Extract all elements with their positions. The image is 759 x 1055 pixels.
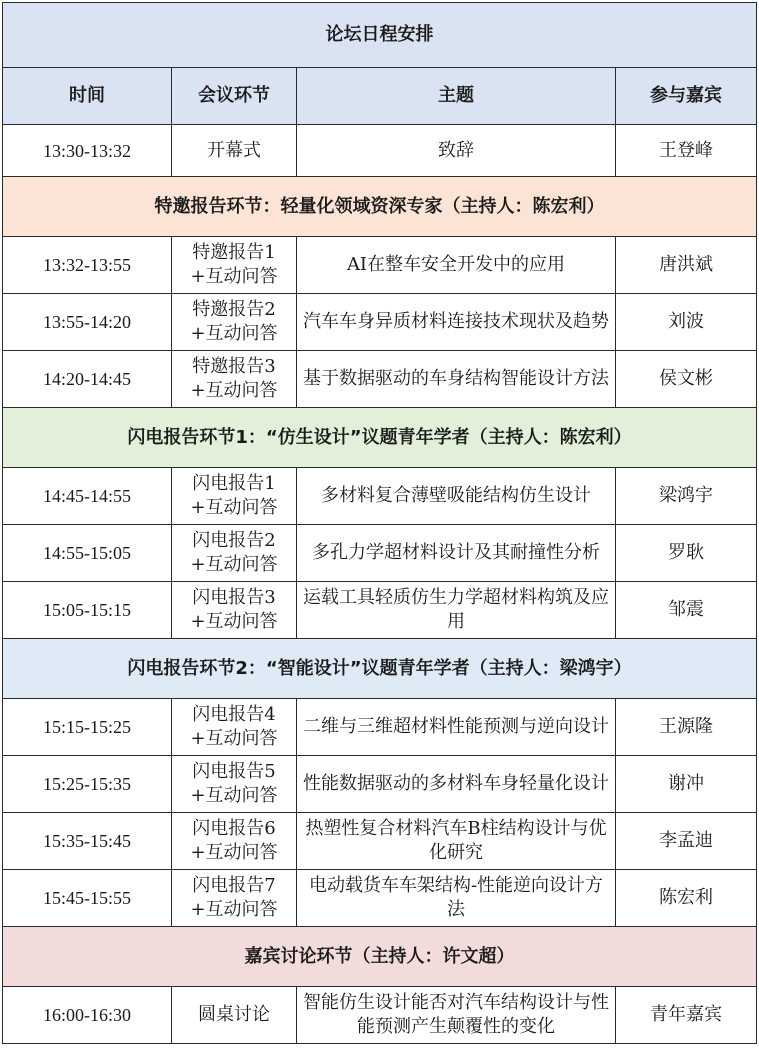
topic-cell: 基于数据驱动的车身结构智能设计方法 bbox=[297, 351, 616, 408]
session-label: 特邀报告3 bbox=[192, 356, 276, 377]
section-heading-row bbox=[3, 927, 757, 987]
section-heading: 特邀报告环节：轻量化领域资深专家（主持人：陈宏利） bbox=[3, 177, 757, 237]
session-qa-label: +互动问答 bbox=[190, 554, 278, 575]
section-heading: 闪电报告环节1：“仿生设计”议题青年学者（主持人：陈宏利） bbox=[3, 408, 757, 468]
time-cell: 15:35-15:45 bbox=[3, 813, 172, 870]
time-cell: 15:45-15:55 bbox=[3, 870, 172, 927]
time-cell: 14:55-15:05 bbox=[3, 525, 172, 582]
column-header-topic: 主题 bbox=[297, 68, 616, 125]
topic-cell: 电动载货车车架结构-性能逆向设计方法 bbox=[297, 870, 616, 927]
session-cell bbox=[172, 870, 297, 927]
section-heading-row bbox=[3, 177, 757, 237]
table-row bbox=[3, 351, 757, 408]
topic-cell: AI在整车安全开发中的应用 bbox=[297, 237, 616, 294]
session-cell bbox=[172, 525, 297, 582]
session-qa-label: +互动问答 bbox=[190, 728, 278, 749]
page-title: 论坛日程安排 bbox=[3, 3, 757, 68]
table-row bbox=[3, 468, 757, 525]
topic-cell: 二维与三维超材料性能预测与逆向设计 bbox=[297, 699, 616, 756]
table-row bbox=[3, 813, 757, 870]
table-row bbox=[3, 699, 757, 756]
session-cell bbox=[172, 582, 297, 639]
session-label: 闪电报告4 bbox=[192, 704, 276, 725]
session-qa-label: +互动问答 bbox=[190, 842, 278, 863]
session-label: 圆桌讨论 bbox=[198, 1004, 270, 1025]
session-qa-label: +互动问答 bbox=[190, 497, 278, 518]
session-label: 闪电报告6 bbox=[192, 818, 276, 839]
session-qa-label: +互动问答 bbox=[190, 323, 278, 344]
guest-cell: 青年嘉宾 bbox=[616, 987, 757, 1044]
guest-cell: 梁鸿宇 bbox=[616, 468, 757, 525]
guest-cell: 王源隆 bbox=[616, 699, 757, 756]
topic-cell: 运载工具轻质仿生力学超材料构筑及应用 bbox=[297, 582, 616, 639]
title-row bbox=[3, 3, 757, 68]
session-cell bbox=[172, 294, 297, 351]
table-row bbox=[3, 525, 757, 582]
guest-cell: 邹震 bbox=[616, 582, 757, 639]
time-cell: 13:30-13:32 bbox=[3, 125, 172, 177]
session-cell bbox=[172, 468, 297, 525]
time-cell: 14:20-14:45 bbox=[3, 351, 172, 408]
time-cell: 13:32-13:55 bbox=[3, 237, 172, 294]
table-row bbox=[3, 294, 757, 351]
session-label: 特邀报告1 bbox=[192, 242, 276, 263]
section-heading: 闪电报告环节2：“智能设计”议题青年学者（主持人：梁鸿宇） bbox=[3, 639, 757, 699]
topic-cell: 多孔力学超材料设计及其耐撞性分析 bbox=[297, 525, 616, 582]
session-label: 闪电报告2 bbox=[192, 530, 276, 551]
guest-cell: 谢冲 bbox=[616, 756, 757, 813]
session-cell bbox=[172, 699, 297, 756]
topic-cell: 汽车车身异质材料连接技术现状及趋势 bbox=[297, 294, 616, 351]
topic-cell: 热塑性复合材料汽车B柱结构设计与优化研究 bbox=[297, 813, 616, 870]
session-label: 闪电报告1 bbox=[192, 473, 276, 494]
topic-cell: 智能仿生设计能否对汽车结构设计与性能预测产生颠覆性的变化 bbox=[297, 987, 616, 1044]
table-row bbox=[3, 756, 757, 813]
topic-cell: 致辞 bbox=[297, 125, 616, 177]
column-header-time: 时间 bbox=[3, 68, 172, 125]
time-cell: 13:55-14:20 bbox=[3, 294, 172, 351]
time-cell: 15:15-15:25 bbox=[3, 699, 172, 756]
session-cell bbox=[172, 756, 297, 813]
session-label: 闪电报告7 bbox=[192, 875, 276, 896]
guest-cell: 陈宏利 bbox=[616, 870, 757, 927]
table-row bbox=[3, 870, 757, 927]
section-heading-row bbox=[3, 408, 757, 468]
guest-cell: 刘波 bbox=[616, 294, 757, 351]
session-cell bbox=[172, 813, 297, 870]
guest-cell: 侯文彬 bbox=[616, 351, 757, 408]
session-label: 闪电报告3 bbox=[192, 587, 276, 608]
session-qa-label: +互动问答 bbox=[190, 380, 278, 401]
schedule-table bbox=[2, 2, 757, 1044]
table-row bbox=[3, 987, 757, 1044]
column-header-session: 会议环节 bbox=[172, 68, 297, 125]
guest-cell: 唐洪斌 bbox=[616, 237, 757, 294]
table-row bbox=[3, 237, 757, 294]
header-row bbox=[3, 68, 757, 125]
table-row bbox=[3, 582, 757, 639]
session-cell: 开幕式 bbox=[172, 125, 297, 177]
guest-cell: 罗耿 bbox=[616, 525, 757, 582]
topic-cell: 性能数据驱动的多材料车身轻量化设计 bbox=[297, 756, 616, 813]
time-cell: 14:45-14:55 bbox=[3, 468, 172, 525]
session-qa-label: +互动问答 bbox=[190, 785, 278, 806]
session-qa-label: +互动问答 bbox=[190, 899, 278, 920]
opening-row bbox=[3, 125, 757, 177]
session-qa-label: +互动问答 bbox=[190, 266, 278, 287]
session-qa-label: +互动问答 bbox=[190, 611, 278, 632]
time-cell: 15:25-15:35 bbox=[3, 756, 172, 813]
section-heading: 嘉宾讨论环节（主持人：许文超） bbox=[3, 927, 757, 987]
session-cell bbox=[172, 351, 297, 408]
session-label: 闪电报告5 bbox=[192, 761, 276, 782]
guest-cell: 李孟迪 bbox=[616, 813, 757, 870]
time-cell: 15:05-15:15 bbox=[3, 582, 172, 639]
guest-cell: 王登峰 bbox=[616, 125, 757, 177]
section-heading-row bbox=[3, 639, 757, 699]
topic-cell: 多材料复合薄壁吸能结构仿生设计 bbox=[297, 468, 616, 525]
session-label: 特邀报告2 bbox=[192, 299, 276, 320]
column-header-guest: 参与嘉宾 bbox=[616, 68, 757, 125]
session-cell bbox=[172, 237, 297, 294]
session-cell bbox=[172, 987, 297, 1044]
time-cell: 16:00-16:30 bbox=[3, 987, 172, 1044]
